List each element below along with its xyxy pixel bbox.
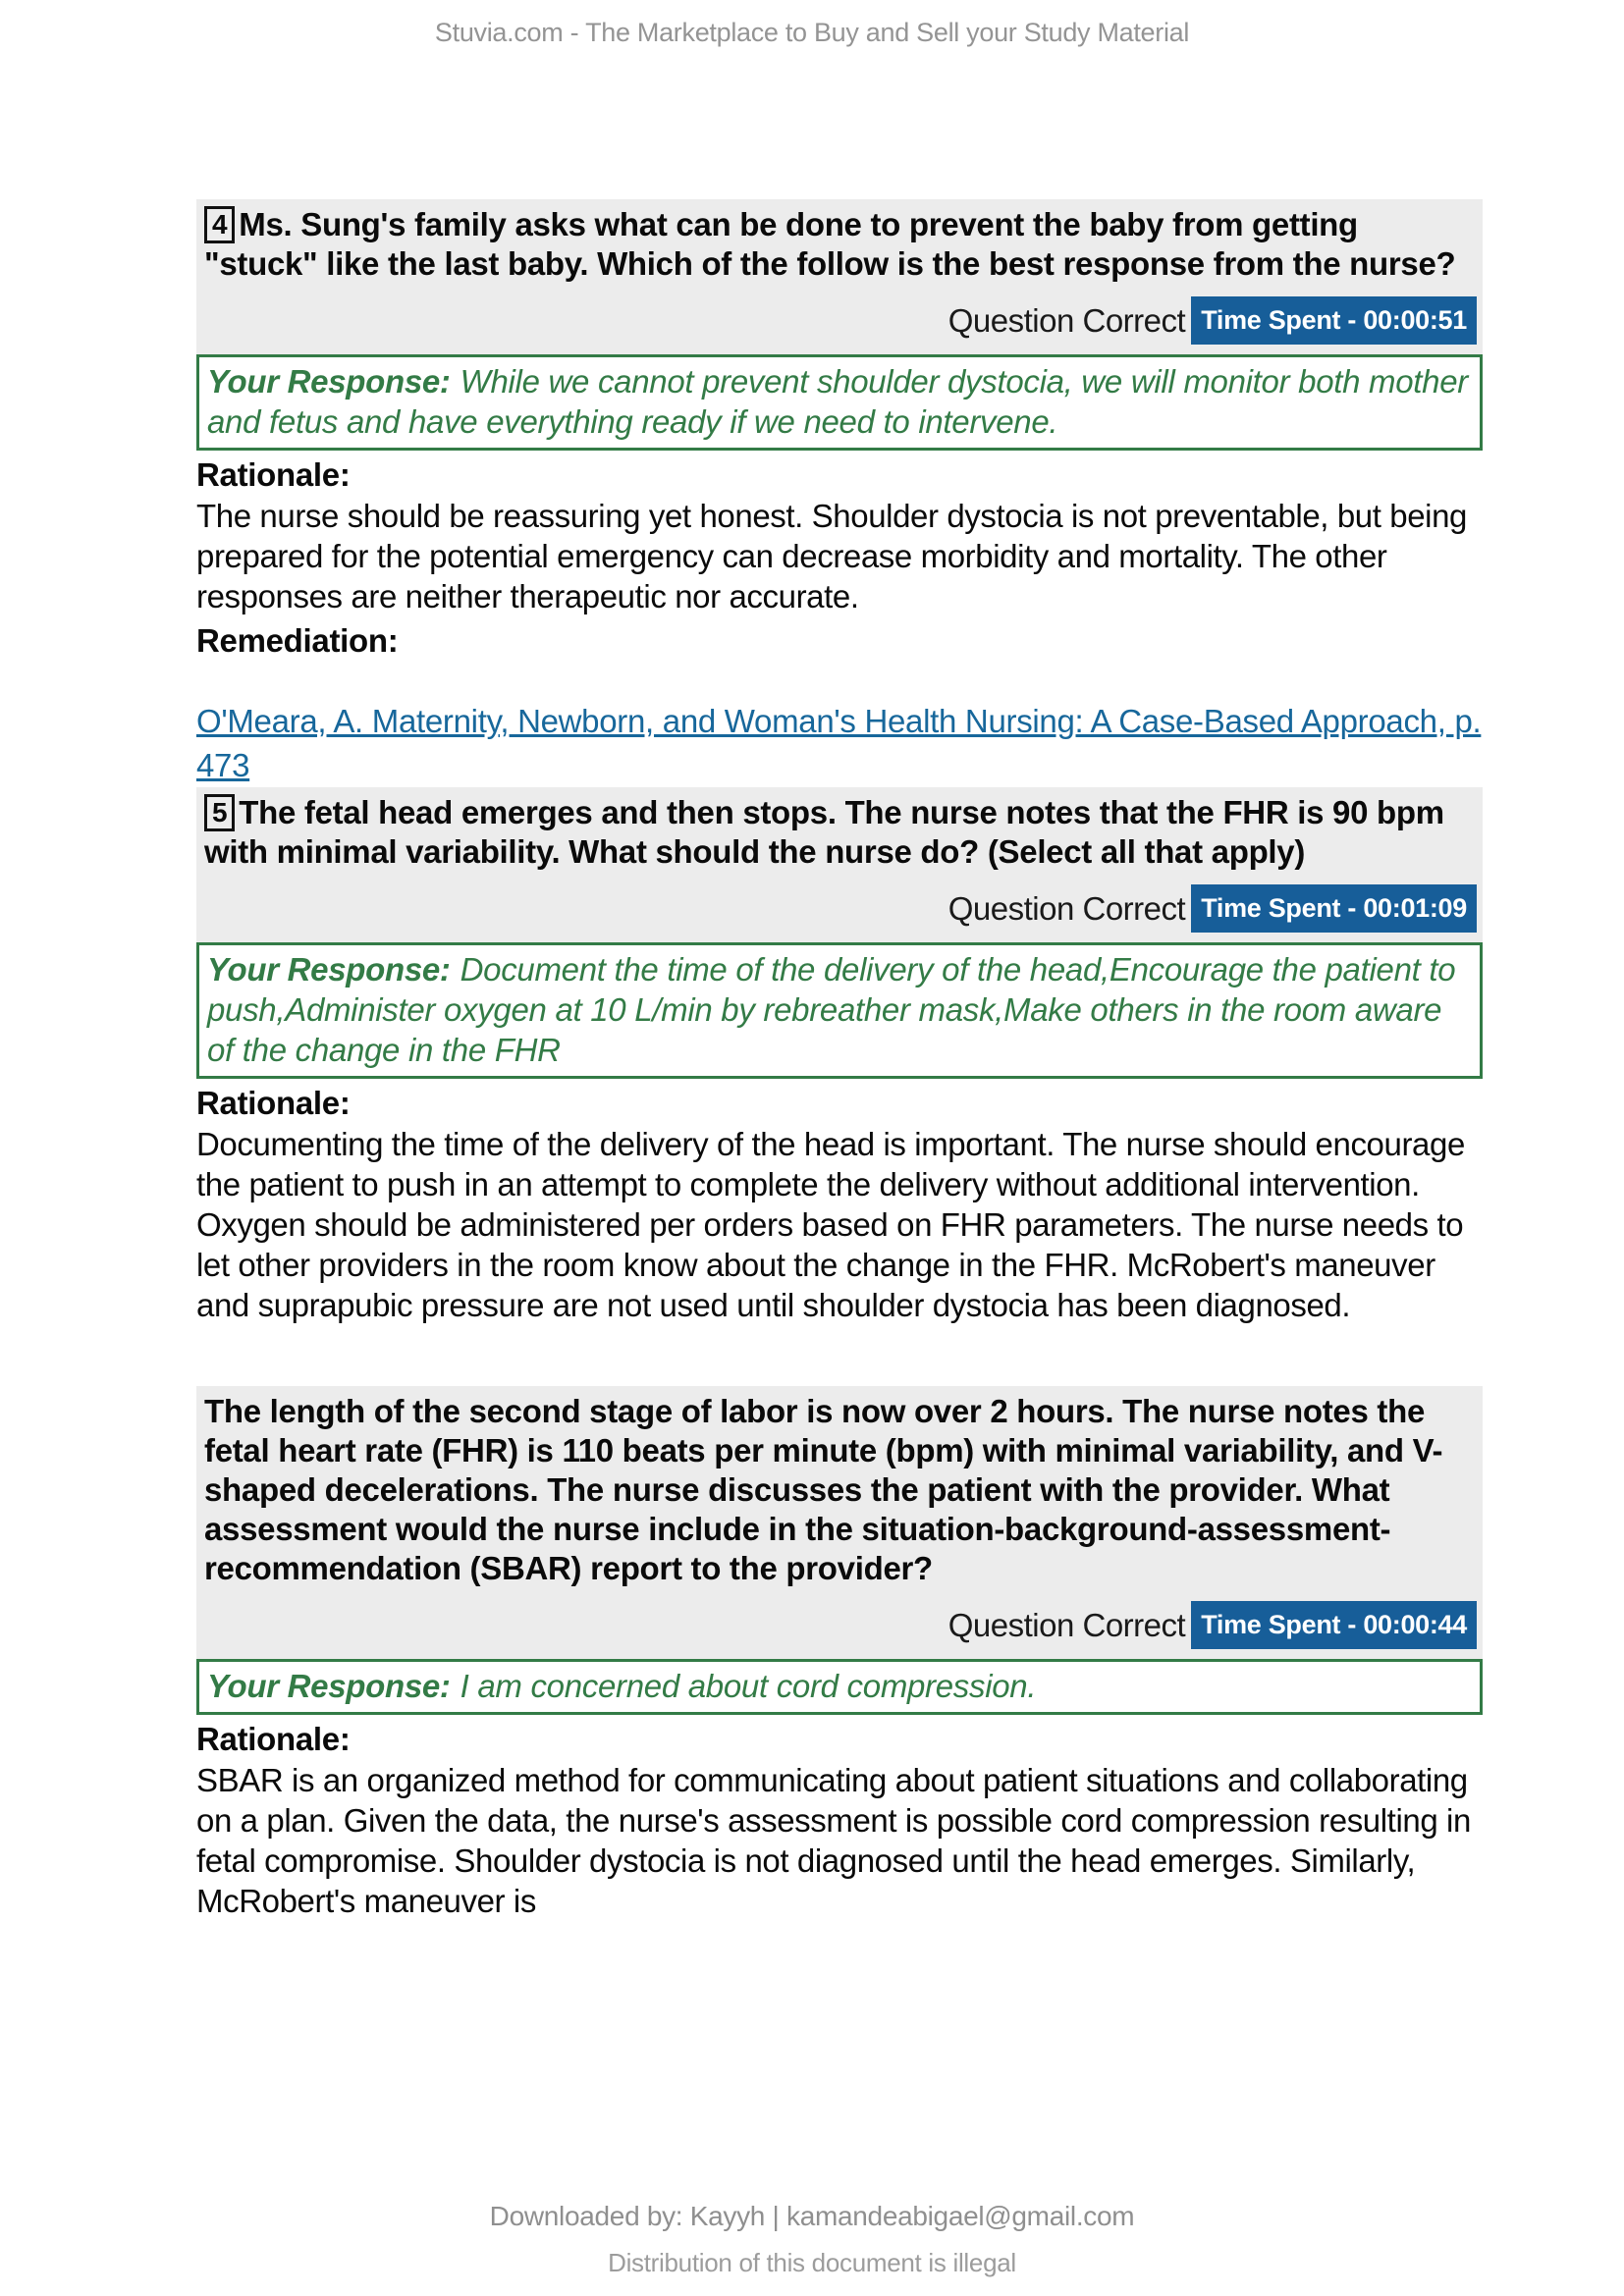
question-text: The fetal head emerges and then stops. The nurse notes that the FHR is 90 bpm with minimal variability. What should the nurse do? (Select all that apply) [204,794,1444,870]
question-text: Ms. Sung's family asks what can be done to prevent the baby from getting "stuck" like the last baby. Which of the follow is the best response from the nurse? [204,206,1456,282]
rationale-label: Rationale: [196,1721,351,1757]
time-spent-badge: Time Spent - 00:00:44 [1191,1601,1477,1649]
your-response-text: While we cannot prevent shoulder dystocia, we will monitor both mother and fetus and have everything ready if we need to intervene. [207,363,1468,440]
question-header [196,199,1483,354]
question-status-line [204,296,1473,345]
footer-distribution-warning: Distribution of this document is illegal [608,2248,1016,2277]
question-header [196,787,1483,942]
question-status-line [204,1601,1473,1649]
rationale-label: Rationale: [196,456,351,493]
question-text: The length of the second stage of labor is now over 2 hours. The nurse notes the fetal heart rate (FHR) is 110 beats per minute (bpm) with minimal variability, and V-shaped decelerations. The nurse discusses the patient with the provider. What assessment would the nurse include in the situation-background-assessment-recommendation (SBAR) report to the provider? [204,1393,1443,1586]
question-block-5 [196,787,1483,1325]
question-status: Question Correct [947,301,1186,339]
spacer [196,662,1483,699]
question-status: Question Correct [947,889,1186,927]
page-header-watermark: Stuvia.com - The Marketplace to Buy and Sell your Study Material [434,18,1190,47]
time-spent-badge: Time Spent - 00:00:51 [1191,296,1477,345]
question-number-box: 5 [204,794,235,831]
page-footer [0,2201,1624,2278]
question-block-sbar [196,1386,1483,1921]
question-number-box: 4 [204,206,235,243]
spacer [196,1325,1483,1386]
your-response-label: Your Response: [207,1668,451,1704]
rationale-text: SBAR is an organized method for communicating about patient situations and collaborating on a plan. Given the data, the nurse's assessment is possible cord compression resulting in fetal compromise. Shoulder dystocia is not diagnosed until the head emerges. Similarly, McRobert's maneuver is [196,1762,1471,1919]
footer-downloaded-by: Downloaded by: Kayyh | kamandeabigael@gmail.com [489,2201,1135,2231]
your-response-box [196,354,1483,451]
rationale-label: Rationale: [196,1085,351,1121]
question-status: Question Correct [947,1606,1186,1643]
your-response-label: Your Response: [207,951,451,988]
question-header [196,1386,1483,1659]
rationale-text: Documenting the time of the delivery of the head is important. The nurse should encourage the patient to push in an attempt to complete the delivery without additional intervention. Oxygen should be administered per orders based on FHR parameters. The nurse needs to let other providers in the room know about the change in the FHR. McRobert's maneuver and suprapubic pressure are not used until shoulder dystocia has been diagnosed. [196,1126,1465,1323]
your-response-box [196,942,1483,1079]
question-block-4 [196,199,1483,787]
remediation-label: Remediation: [196,622,399,659]
time-spent-badge: Time Spent - 00:01:09 [1191,884,1477,933]
your-response-box [196,1659,1483,1715]
question-status-line [204,884,1473,933]
your-response-text: I am concerned about cord compression. [460,1668,1037,1704]
remediation-link[interactable]: O'Meara, A. Maternity, Newborn, and Woman's Health Nursing: A Case-Based Approach, p. 473 [196,703,1482,783]
your-response-text: Document the time of the delivery of the head,Encourage the patient to push,Administer oxygen at 10 L/min by rebreather mask,Make others in the room aware of the change in the FHR [207,951,1456,1068]
your-response-label: Your Response: [207,363,451,400]
document-content [196,199,1483,1921]
rationale-text: The nurse should be reassuring yet honest. Shoulder dystocia is not preventable, but being prepared for the potential emergency can decrease morbidity and mortality. The other responses are neither therapeutic nor accurate. [196,498,1468,614]
